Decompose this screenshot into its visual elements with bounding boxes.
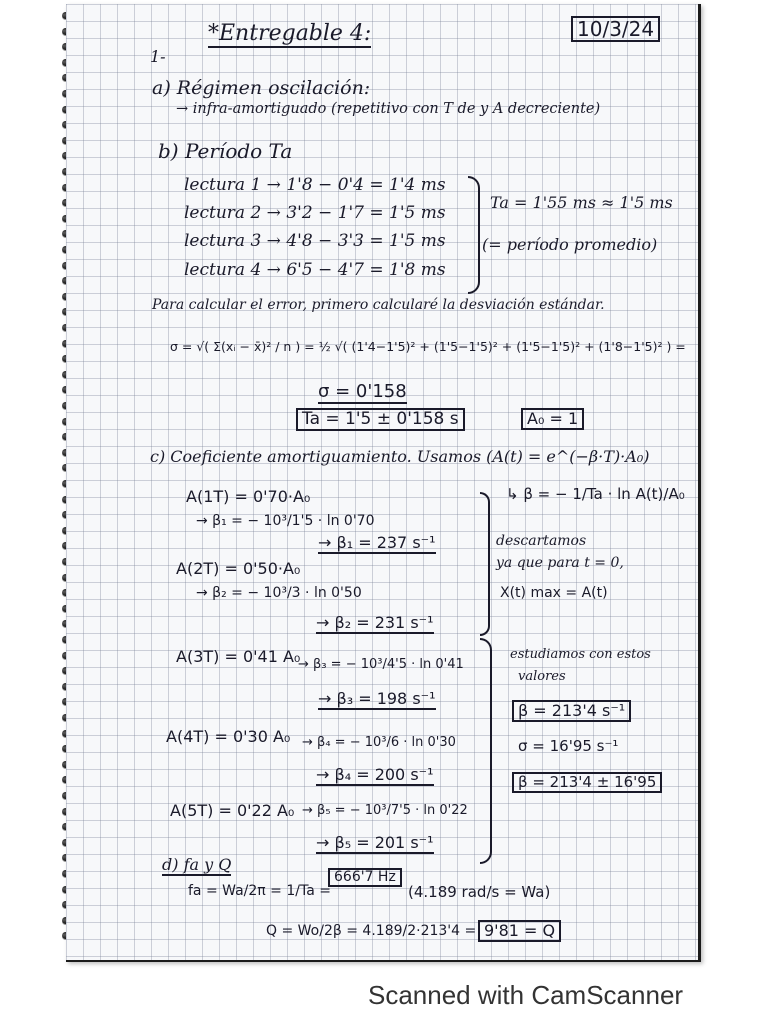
section-c-heading: c) Coeficiente amortiguamiento. Usamos (A(t) = e^(−β·T)·A₀): [150, 447, 650, 466]
discard-brace: [480, 492, 490, 636]
amp-row-3: A(3T) = 0'41 A₀: [176, 647, 301, 666]
beta-result-4: → β₄ = 200 s⁻¹: [316, 765, 434, 784]
reading-2: lectura 2 → 3'2 − 1'7 = 1'5 ms: [184, 203, 446, 223]
study-note-line-1: estudiamos con estos: [510, 647, 651, 662]
beta-sigma: σ = 16'95 s⁻¹: [518, 737, 619, 755]
notebook-page: [66, 4, 701, 962]
section-a-answer: → infra-amortiguado (repetitivo con T de y A decreciente): [176, 101, 601, 117]
beta-calc-3: → β₃ = − 10³/4'5 · ln 0'41: [298, 657, 464, 672]
beta-result-2: → β₂ = 231 s⁻¹: [316, 613, 434, 632]
date-box: 10/3/24: [571, 16, 660, 42]
section-b-heading: b) Período Ta: [158, 139, 293, 163]
beta-result-1: → β₁ = 237 s⁻¹: [318, 533, 436, 552]
beta-final: β = 213'4 ± 16'95: [512, 772, 662, 793]
beta-formula: ↳ β = − 1/Ta · ln A(t)/A₀: [506, 485, 685, 503]
reading-4: lectura 4 → 6'5 − 4'7 = 1'8 ms: [184, 260, 446, 280]
readings-brace: [468, 176, 480, 294]
beta-mean: β = 213'4 s⁻¹: [512, 700, 631, 722]
a0-value: A₀ = 1: [521, 408, 584, 430]
discard-note-line-2: ya que para t = 0,: [496, 555, 624, 571]
beta-calc-2: → β₂ = − 10³/3 · ln 0'50: [196, 585, 362, 601]
amp-row-5: A(5T) = 0'22 A₀: [170, 801, 295, 820]
beta-result-3: → β₃ = 198 s⁻¹: [318, 689, 436, 708]
beta-calc-5: → β₅ = − 10³/7'5 · ln 0'22: [302, 803, 468, 818]
study-note-line-2: valores: [518, 669, 566, 684]
q-result: 9'81 = Q: [478, 920, 561, 942]
period-note: (= período promedio): [482, 235, 658, 254]
page-title: *Entregable 4:: [208, 22, 371, 48]
camscanner-watermark: Scanned with CamScanner: [368, 980, 684, 1010]
q-formula: Q = Wo/2β = 4.189/2·213'4 =: [266, 923, 477, 939]
discard-note-line-3: X(t) max = A(t): [500, 585, 608, 601]
amp-row-4: A(4T) = 0'30 A₀: [166, 727, 291, 746]
fa-value: 666'7 Hz: [328, 868, 402, 887]
fa-formula: fa = Wa/2π = 1/Ta =: [188, 883, 331, 899]
section-d-heading: d) fa y Q: [162, 855, 232, 874]
sigma-formula: σ = √( Σ(xᵢ − x̄)² / n ) = ½ √( (1'4−1'5)² + (1'5−1'5)² + (1'5−1'5)² + (1'8−1'5)² ) =: [170, 339, 686, 354]
beta-calc-1: → β₁ = − 10³/1'5 · ln 0'70: [196, 513, 375, 529]
amp-row-1: A(1T) = 0'70·A₀: [186, 487, 311, 506]
period-result: Ta = 1'55 ms ≈ 1'5 ms: [490, 193, 673, 212]
section-a-heading: a) Régimen oscilación:: [152, 77, 371, 99]
problem-number: 1-: [150, 47, 166, 66]
ta-final: Ta = 1'5 ± 0'158 s: [296, 408, 465, 431]
beta-result-5: → β₅ = 201 s⁻¹: [316, 833, 434, 852]
error-intro: Para calcular el error, primero calcularé la desviación estándar.: [152, 297, 605, 313]
study-brace: [480, 638, 492, 864]
reading-1: lectura 1 → 1'8 − 0'4 = 1'4 ms: [184, 175, 446, 195]
beta-calc-4: → β₄ = − 10³/6 · ln 0'30: [302, 735, 456, 750]
reading-3: lectura 3 → 4'8 − 3'3 = 1'5 ms: [184, 231, 446, 251]
sigma-result: σ = 0'158: [318, 381, 407, 402]
wa-note: (4.189 rad/s = Wa): [408, 883, 551, 901]
discard-note-line-1: descartamos: [496, 533, 587, 549]
amp-row-2: A(2T) = 0'50·A₀: [176, 559, 301, 578]
